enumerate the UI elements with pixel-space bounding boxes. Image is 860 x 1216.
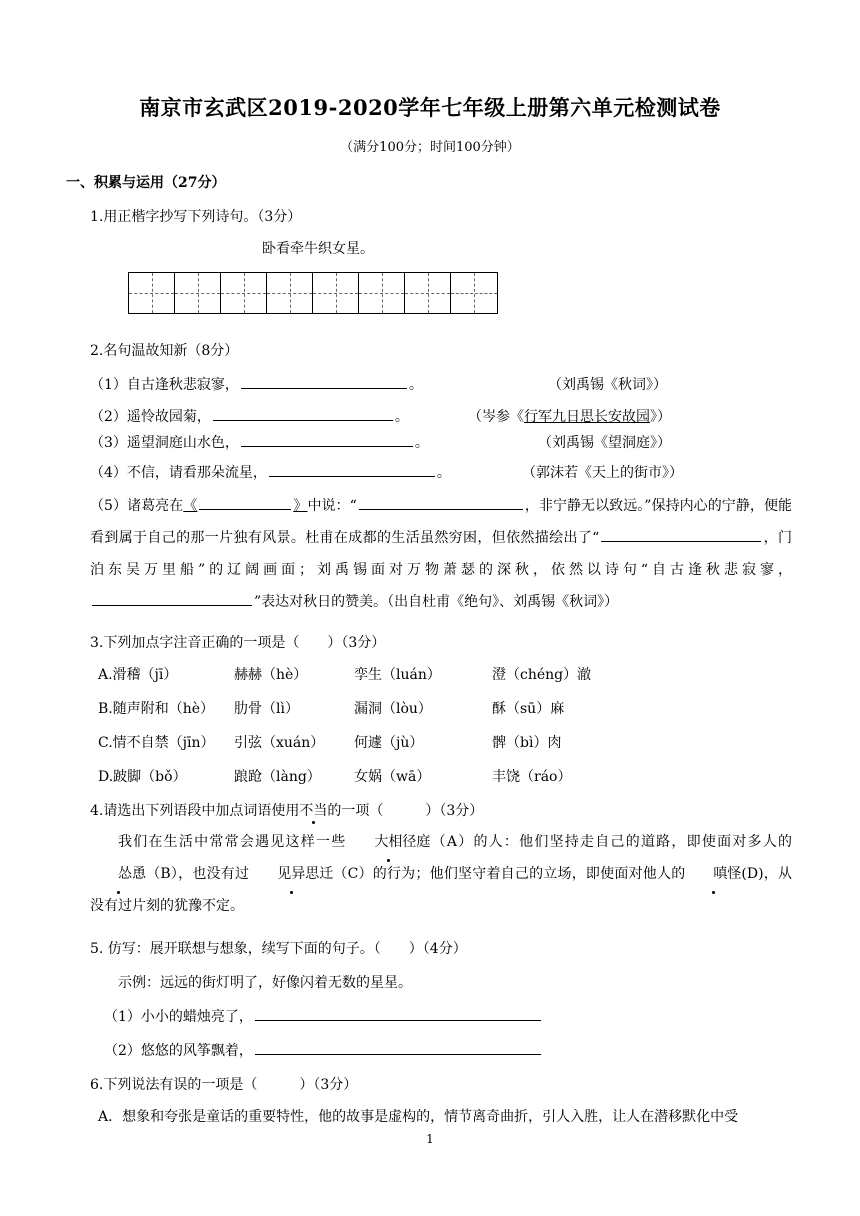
q4-passage: 我们在生活中常常会遇见这样一些 大相径庭（A）的人：他们坚持走自己的道路，即使面对多人的怂恿（B），也没有过 见异思迁（C）的行为；他们坚守着自己的立场，即使面对他人的 嗔怪(D)，从没有过片刻的犹豫不定。 (90, 826, 792, 922)
q3-option-b: B.随声附和（hè） (98, 701, 215, 717)
answer-blank[interactable] (601, 527, 761, 542)
answer-blank[interactable] (255, 1040, 541, 1055)
page-title: 南京市玄武区2019-2020学年七年级上册第六单元检测试卷 (139, 95, 721, 120)
q3-word: 赫赫（hè） (234, 667, 308, 683)
q3-option-c: C.情不自禁（jīn） (98, 735, 215, 751)
q1-stem: 1.用正楷字抄写下列诗句。（3分） (90, 209, 302, 225)
q5-item-2: （2）悠悠的风筝飘着， (104, 1040, 543, 1060)
answer-blank[interactable] (241, 432, 413, 447)
q3-word: 女娲（wā） (354, 769, 431, 785)
q2-source-1: （刘禹锡《秋词》） (548, 377, 667, 393)
page-number: 1 (426, 1132, 434, 1146)
q3-word: 澄（chéng）澈 (492, 667, 592, 683)
q2-item-2: （2）遥怜故园菊， 。 (90, 406, 409, 426)
q3-option-a: A.滑稽（jī） (98, 667, 178, 683)
q2-item-3: （3）遥望洞庭山水色， 。 (90, 432, 429, 452)
q2-source-4: （郭沫若《天上的街市》） (522, 465, 683, 481)
q2-item-4: （4）不信，请看那朵流星， 。 (90, 462, 451, 482)
writing-grid[interactable] (128, 272, 498, 314)
q6-option-a: A．想象和夸张是童话的重要特性，他的故事是虚构的，情节离奇曲折，引人入胜，让人在潜移默化中受 (98, 1109, 739, 1125)
q2-source-2: （岑参《行军九日思长安故园》） (468, 409, 671, 425)
q6-stem: 6.下列说法有误的一项是（ ）（3分） (90, 1077, 358, 1093)
answer-blank[interactable] (255, 1006, 541, 1021)
q3-word: 丰饶（ráo） (492, 769, 572, 785)
q5-example: 示例：远远的街灯明了，好像闪着无数的星星。 (118, 975, 412, 991)
q1-poem: 卧看牵牛织女星。 (262, 241, 374, 257)
answer-blank[interactable] (241, 374, 407, 389)
exam-info: （满分100分；时间100分钟） (340, 140, 520, 155)
answer-blank[interactable] (359, 495, 523, 510)
answer-blank[interactable] (213, 406, 393, 421)
answer-blank[interactable] (92, 591, 252, 606)
answer-blank[interactable] (199, 495, 291, 510)
q3-word: 何遽（jù） (354, 735, 424, 751)
section-heading: 一、积累与运用（27分） (66, 175, 226, 191)
q4-stem: 4.请选出下列语段中加点词语使用不当的一项（ ）（3分） (90, 800, 483, 820)
q3-word: 漏洞（lòu） (354, 701, 432, 717)
q3-stem: 3.下列加点字注音正确的一项是（ ）（3分） (90, 635, 386, 651)
q3-word: 髀（bì）肉 (492, 735, 562, 751)
q2-item-1: （1）自古逢秋悲寂寥， 。 (90, 374, 423, 394)
q3-word: 孪生（luán） (354, 667, 441, 683)
q3-option-d: D.跛脚（bǒ） (98, 769, 187, 785)
q3-word: 酥（sū）麻 (492, 701, 565, 717)
q5-stem: 5. 仿写：展开联想与想象，续写下面的句子。（ ）（4分） (90, 941, 467, 957)
q2-item-5: （5）诸葛亮在《 》中说：“ ，非宁静无以致远。”保持内心的宁静，便能看到属于自己的那一片独有风景。杜甫在成都的生活虽然穷困，但依然描绘出了“ ，门泊东吴万里船”的辽阔画面；刘禹锡面对万物萧瑟的深秋，依然以诗句“自古逢秋悲寂寥，”表达对秋日的赞美。（出自杜甫《绝句》、刘禹锡《秋词》） (90, 490, 792, 618)
q3-word: 踉跄（làng） (234, 769, 321, 785)
q3-word: 引弦（xuán） (234, 735, 325, 751)
q5-item-1: （1）小小的蜡烛亮了， (104, 1006, 543, 1026)
q2-stem: 2.名句温故知新（8分） (90, 343, 239, 359)
answer-blank[interactable] (269, 462, 435, 477)
q2-source-3: （刘禹锡《望洞庭》） (538, 435, 671, 451)
q3-word: 肋骨（lì） (234, 701, 299, 717)
